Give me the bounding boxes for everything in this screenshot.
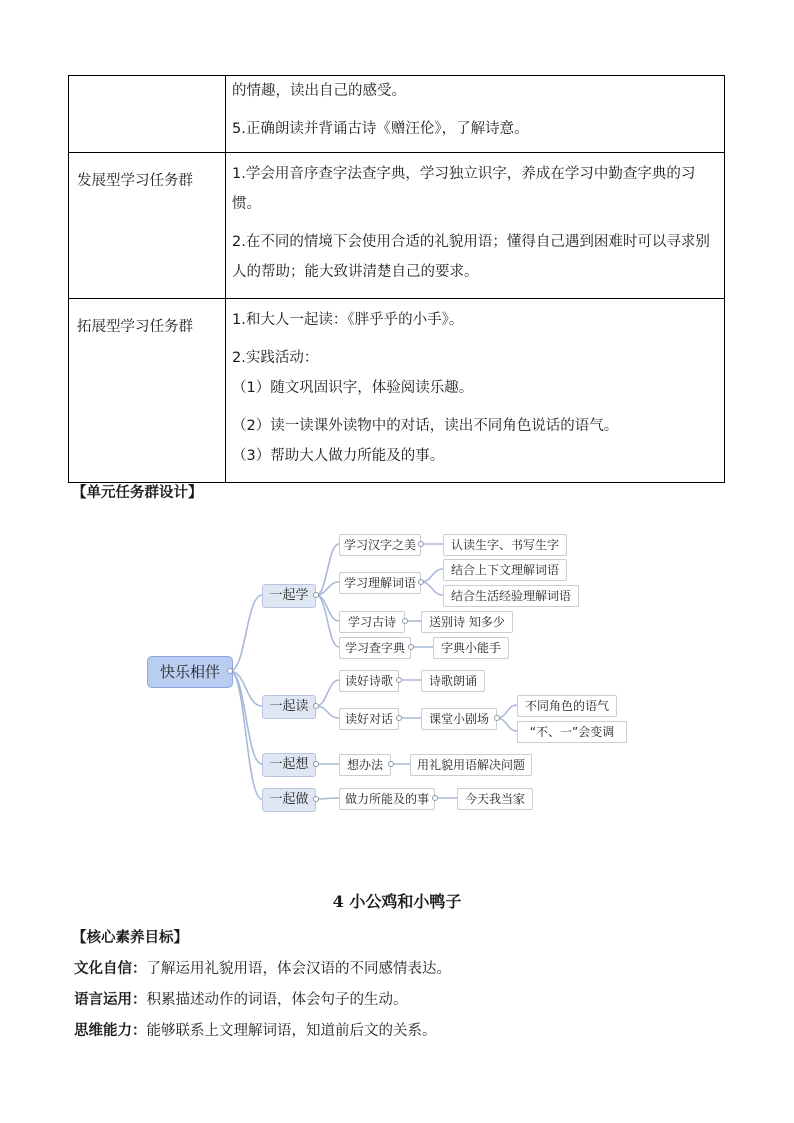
connector-line xyxy=(497,705,517,718)
topic-ancient-poems: 学习古诗 xyxy=(339,611,405,633)
leaf-tone-change: “不、一”会变调 xyxy=(517,721,627,743)
branch-learn-together: 一起学 xyxy=(262,584,316,608)
connector-line xyxy=(421,569,443,582)
table-paragraph: 1.和大人一起读：《胖乎乎的小手》。 xyxy=(232,312,464,328)
topic-dictionary: 学习查字典 xyxy=(339,637,411,659)
connector-line xyxy=(316,706,339,718)
table-paragraph: （1）随文巩固识字，体验阅读乐趣。 xyxy=(232,380,474,396)
connector-dot xyxy=(418,579,424,585)
connector-dot xyxy=(313,761,319,767)
table-paragraph: 5.正确朗读并背诵古诗《赠汪伦》，了解诗意。 xyxy=(232,121,529,137)
table-paragraph: 的情趣，读出自己的感受。 xyxy=(232,83,406,99)
connector-line xyxy=(316,680,339,706)
topic-find-way: 想办法 xyxy=(339,754,391,776)
table-cell-label: 拓展型学习任务群 xyxy=(69,299,226,483)
connector-dot xyxy=(388,761,394,767)
leaf-life-experience-words: 结合生活经验理解词语 xyxy=(443,585,579,607)
goal-line xyxy=(74,957,451,978)
connector-line xyxy=(316,798,339,799)
branch-think-together: 一起想 xyxy=(262,753,316,777)
connector-dot xyxy=(432,795,438,801)
table-row xyxy=(69,153,725,299)
table-cell-label xyxy=(69,76,226,153)
topic-hanzi-beauty: 学习汉字之美 xyxy=(339,534,421,556)
connector-dot xyxy=(313,592,319,598)
leaf-role-tone: 不同角色的语气 xyxy=(517,695,617,717)
leaf-polite-language: 用礼貌用语解决问题 xyxy=(410,754,532,776)
connector-dot xyxy=(402,618,408,624)
table-cell-content xyxy=(226,299,725,483)
table-cell-content xyxy=(226,153,725,299)
connector-line xyxy=(230,671,262,764)
connector-line xyxy=(316,595,339,621)
connector-dot xyxy=(408,644,414,650)
table-cell-content xyxy=(226,76,725,153)
table-cell-label: 发展型学习任务群 xyxy=(69,153,226,299)
unit-design-heading: 【单元任务群设计】 xyxy=(72,485,203,501)
table-row xyxy=(69,76,725,153)
topic-do-what-can: 做力所能及的事 xyxy=(339,788,435,810)
goal-line xyxy=(74,988,408,1009)
connector-line xyxy=(316,595,339,647)
connector-dot xyxy=(396,677,402,683)
goal-text: 能够联系上文理解词语，知道前后文的关系。 xyxy=(146,1023,437,1039)
core-literacy-heading: 【核心素养目标】 xyxy=(72,930,188,946)
leaf-housekeeper-today: 今天我当家 xyxy=(457,788,533,810)
table-paragraph: （2）读一读课外读物中的对话，读出不同角色说话的语气。 xyxy=(232,418,619,434)
branch-read-together: 一起读 xyxy=(262,695,316,719)
connector-dot xyxy=(396,715,402,721)
connector-dot xyxy=(313,703,319,709)
connector-dot xyxy=(494,715,500,721)
goal-line xyxy=(74,1019,437,1040)
leaf-poem-recitation: 诗歌朗诵 xyxy=(421,670,485,692)
connector-dot xyxy=(227,668,233,674)
table-paragraph: 2.在不同的情境下会使用合适的礼貌用语；懂得自己遇到困难时可以寻求别人的帮助；能大致讲清楚自己的要求。 xyxy=(232,234,710,280)
lesson-title: 4 小公鸡和小鸭子 xyxy=(332,892,462,911)
connector-dot xyxy=(313,796,319,802)
connector-line xyxy=(421,582,443,595)
leaf-classroom-theater: 课堂小剧场 xyxy=(421,708,497,730)
goal-text: 积累描述动作的词语，体会句子的生动。 xyxy=(146,992,408,1008)
topic-read-dialogue: 读好对话 xyxy=(339,708,399,730)
learning-task-table xyxy=(68,75,725,483)
branch-do-together: 一起做 xyxy=(262,788,316,812)
topic-read-poems: 读好诗歌 xyxy=(339,670,399,692)
leaf-context-words: 结合上下文理解词语 xyxy=(443,559,567,581)
table-paragraph: 1.学会用音序查字法查字典，学习独立识字，养成在学习中勤查字典的习惯。 xyxy=(232,166,696,212)
table-paragraph: （3）帮助大人做力所能及的事。 xyxy=(232,448,445,464)
connector-dot xyxy=(418,541,424,547)
table-row xyxy=(69,299,725,483)
topic-understand-words: 学习理解词语 xyxy=(339,572,421,594)
leaf-dictionary-expert: 字典小能手 xyxy=(433,637,509,659)
table-paragraph: 2.实践活动： xyxy=(232,350,319,366)
leaf-read-write-chars: 认读生字、书写生字 xyxy=(443,534,567,556)
goal-label: 语言运用： xyxy=(74,992,147,1008)
connector-line xyxy=(497,718,517,731)
connector-line xyxy=(230,595,262,671)
goal-label: 思维能力： xyxy=(74,1023,147,1039)
mind-map-root: 快乐相伴 xyxy=(147,656,233,688)
leaf-farewell-poems: 送别诗 知多少 xyxy=(421,611,513,633)
mind-map xyxy=(0,520,794,820)
goal-label: 文化自信： xyxy=(74,961,147,977)
goal-text: 了解运用礼貌用语，体会汉语的不同感情表达。 xyxy=(146,961,451,977)
